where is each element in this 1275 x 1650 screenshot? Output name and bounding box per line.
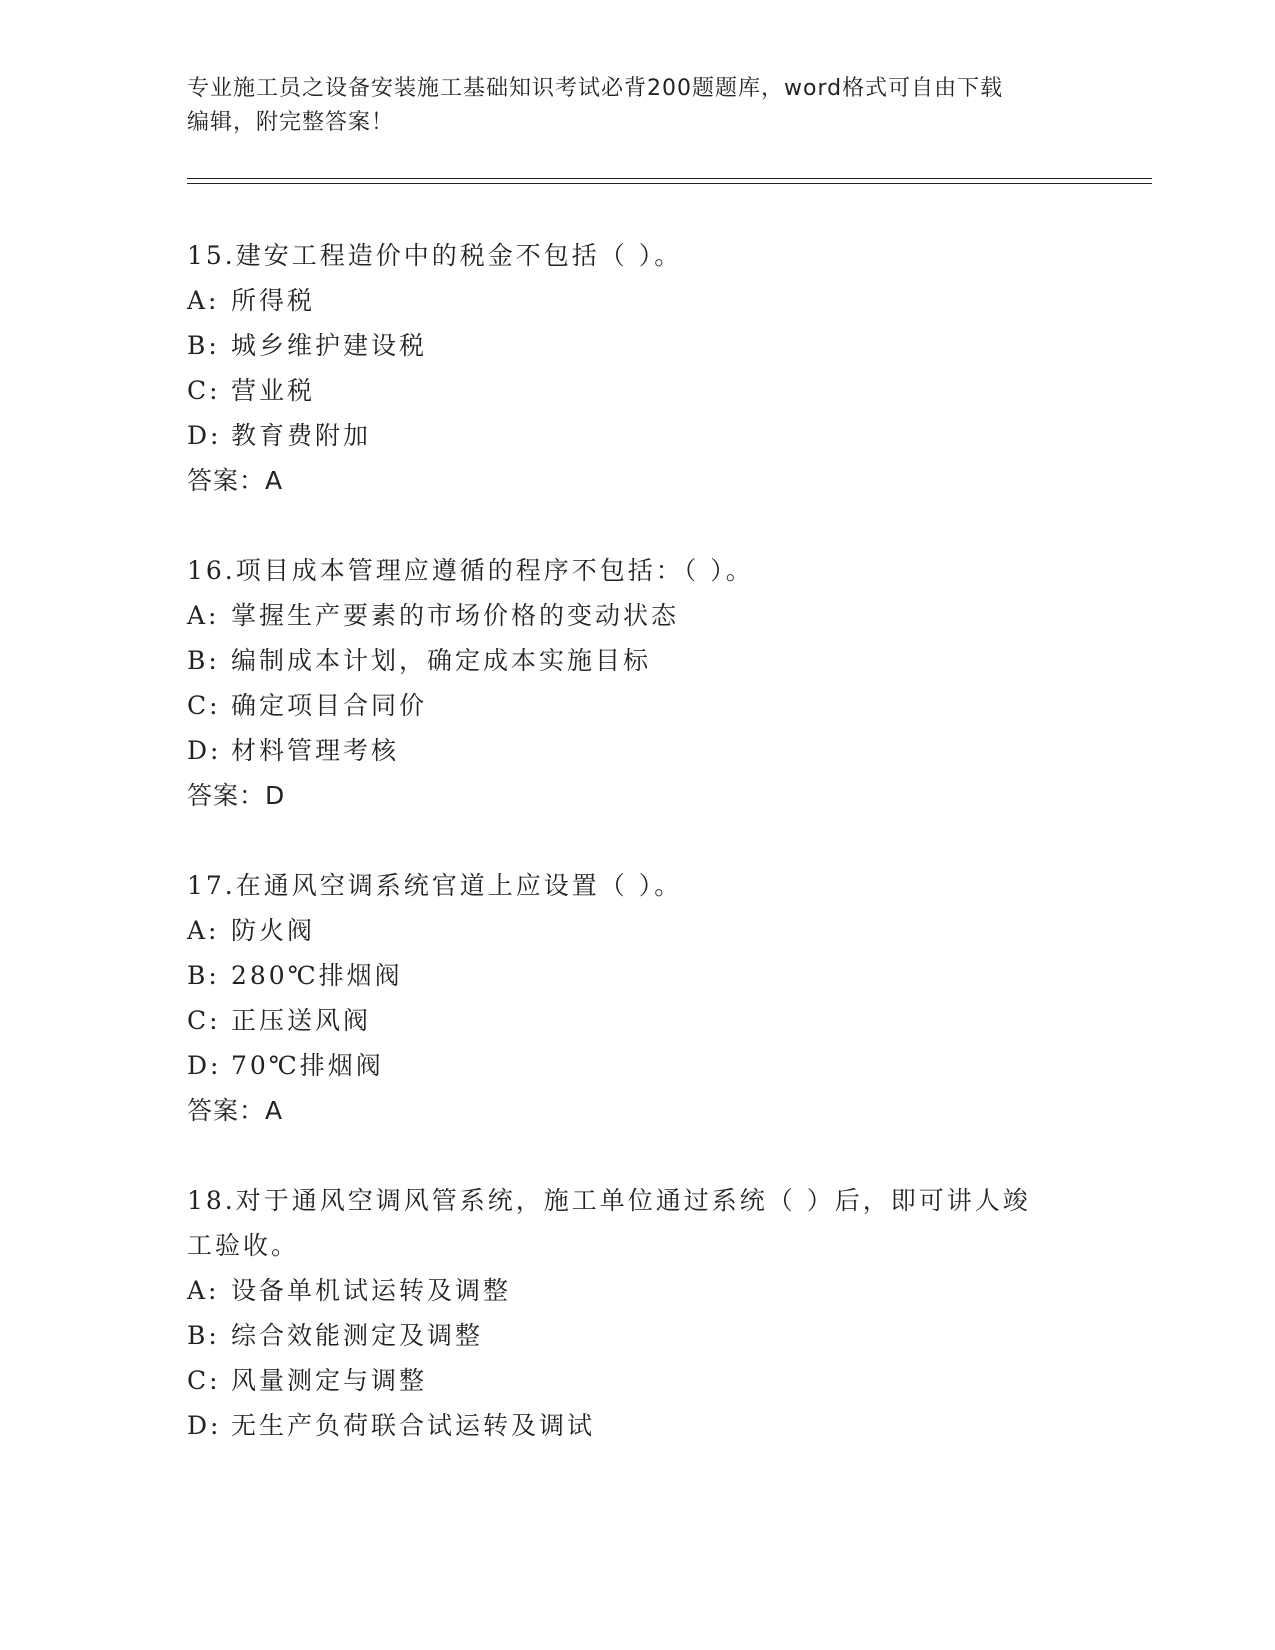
option-key: D: [187,421,222,450]
option-key: D: [187,1051,222,1080]
option-text: 教育费附加 [231,421,372,450]
option-c [187,683,1087,728]
option-a [187,908,1087,953]
option-d [187,728,1087,773]
option-text: 营业税 [231,376,316,405]
option-key: C: [187,376,221,405]
option-b [187,1313,1087,1358]
option-key: B: [187,1321,220,1350]
option-text: 280℃排烟阀 [231,961,403,990]
option-b [187,953,1087,998]
option-text: 确定项目合同价 [231,691,428,720]
option-text: 掌握生产要素的市场价格的变动状态 [231,601,680,630]
option-text: 正压送风阀 [231,1006,372,1035]
option-a [187,593,1087,638]
option-key: B: [187,961,220,990]
header-line-2: 编辑，附完整答案！ [187,110,395,135]
question-18 [187,1178,1087,1448]
question-stem: 16.项目成本管理应遵循的程序不包括：（ ）。 [187,556,754,585]
option-text: 设备单机试运转及调整 [231,1276,512,1305]
option-key: B: [187,331,220,360]
answer-line: 答案：D [187,781,286,810]
option-key: C: [187,691,221,720]
option-text: 防火阀 [231,916,316,945]
question-17 [187,863,1087,1133]
question-16 [187,548,1087,818]
option-d [187,1043,1087,1088]
option-c [187,998,1087,1043]
option-key: B: [187,646,220,675]
option-text: 编制成本计划，确定成本实施目标 [231,646,652,675]
document-header [187,72,1067,140]
option-b [187,638,1087,683]
option-key: D: [187,1411,222,1440]
question-stem: 18.对于通风空调风管系统，施工单位通过系统（ ）后，即可讲人竣工验收。 [187,1186,1031,1260]
option-key: A: [187,1276,220,1305]
option-key: C: [187,1006,221,1035]
option-text: 综合效能测定及调整 [231,1321,484,1350]
option-a [187,278,1087,323]
answer-line: 答案：A [187,466,284,495]
option-key: D: [187,736,222,765]
option-key: C: [187,1366,221,1395]
option-text: 无生产负荷联合试运转及调试 [231,1411,596,1440]
option-text: 城乡维护建设税 [231,331,428,360]
option-key: A: [187,286,220,315]
option-c [187,368,1087,413]
option-key: A: [187,601,220,630]
option-key: A: [187,916,220,945]
option-a [187,1268,1087,1313]
option-text: 材料管理考核 [231,736,400,765]
header-line-1: 专业施工员之设备安装施工基础知识考试必背200题题库，word格式可自由下载 [187,76,1004,101]
question-stem: 15.建安工程造价中的税金不包括（ ）。 [187,241,683,270]
option-text: 70℃排烟阀 [231,1051,384,1080]
option-d [187,1403,1087,1448]
question-stem: 17.在通风空调系统官道上应设置（ ）。 [187,871,683,900]
option-b [187,323,1087,368]
option-text: 所得税 [231,286,316,315]
option-d [187,413,1087,458]
header-divider-top [187,178,1152,179]
option-c [187,1358,1087,1403]
header-divider-bottom [187,183,1152,184]
option-text: 风量测定与调整 [231,1366,428,1395]
question-15 [187,233,1087,503]
answer-line: 答案：A [187,1096,284,1125]
